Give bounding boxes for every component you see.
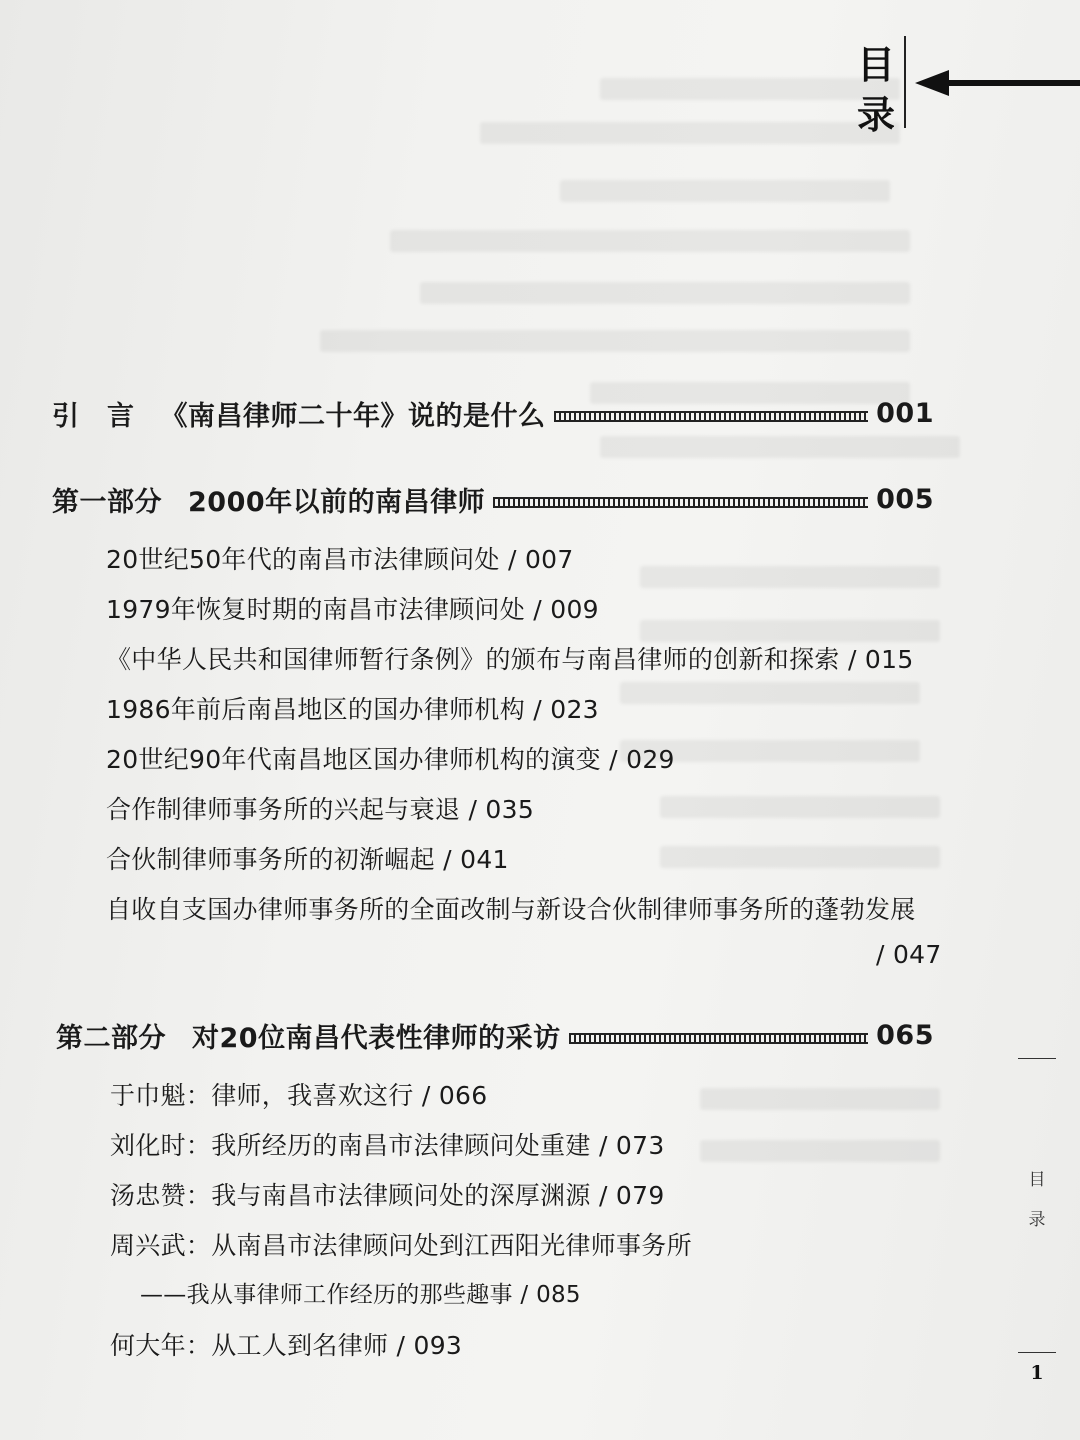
header-divider (904, 36, 906, 128)
toc-heading (852, 40, 900, 140)
toc-leader (554, 411, 869, 422)
toc-entry[interactable]: 何大年：从工人到名律师 / 093 (110, 1331, 463, 1360)
margin-running-head (1024, 1160, 1050, 1240)
arrow-left-icon (915, 66, 1080, 100)
toc-entry[interactable]: 汤忠赞：我与南昌市法律顾问处的深厚渊源 / 079 (110, 1181, 665, 1210)
toc-page-number: 005 (876, 484, 934, 515)
toc-entry[interactable]: 1979年恢复时期的南昌市法律顾问处 / 009 (106, 595, 599, 624)
margin-rule-top (1018, 1058, 1056, 1059)
toc-entry[interactable]: 于巾魁：律师，我喜欢这行 / 066 (110, 1081, 488, 1110)
margin-char-2: 录 (1028, 1210, 1046, 1230)
toc-page-number: 065 (876, 1020, 934, 1051)
toc-page-number: 001 (876, 398, 934, 429)
toc-entry[interactable]: 自收自支国办律师事务所的全面改制与新设合伙制律师事务所的蓬勃发展 (106, 895, 916, 924)
margin-rule-bottom (1018, 1352, 1056, 1353)
toc-section-part2[interactable] (56, 1016, 934, 1055)
toc-section-title: 对20位南昌代表性律师的采访 (192, 1023, 561, 1054)
toc-entry-page-continuation: / 047 (876, 940, 942, 969)
toc-entry[interactable]: 刘化时：我所经历的南昌市法律顾问处重建 / 073 (110, 1131, 665, 1160)
toc-section-label: 第二部分 (56, 1023, 166, 1054)
margin-char-1: 目 (1028, 1170, 1046, 1190)
toc-leader (493, 497, 868, 508)
toc-heading-char-1: 目 (856, 42, 895, 87)
toc-section-label: 引 言 (52, 401, 135, 432)
toc-entry[interactable]: 20世纪90年代南昌地区国办律师机构的演变 / 029 (106, 745, 675, 774)
toc-section-title: 《南昌律师二十年》说的是什么 (160, 401, 546, 432)
toc-section-part1[interactable] (52, 480, 934, 519)
toc-entry[interactable]: 合作制律师事务所的兴起与衰退 / 035 (106, 795, 535, 824)
toc-section-intro[interactable] (52, 394, 934, 433)
page-number: 1 (1030, 1362, 1044, 1384)
toc-section-title: 2000年以前的南昌律师 (188, 487, 486, 518)
toc-heading-char-2: 录 (856, 92, 895, 137)
toc-entry-subtitle[interactable]: ——我从事律师工作经历的那些趣事 / 085 (140, 1282, 581, 1308)
toc-section-label: 第一部分 (52, 487, 162, 518)
toc-entry[interactable]: 周兴武：从南昌市法律顾问处到江西阳光律师事务所 (110, 1231, 692, 1260)
toc-leader (569, 1033, 869, 1044)
toc-entry[interactable]: 《中华人民共和国律师暂行条例》的颁布与南昌律师的创新和探索 / 015 (106, 645, 914, 674)
toc-entry[interactable]: 20世纪50年代的南昌市法律顾问处 / 007 (106, 545, 574, 574)
toc-entry[interactable]: 1986年前后南昌地区的国办律师机构 / 023 (106, 695, 599, 724)
toc-entry[interactable]: 合伙制律师事务所的初渐崛起 / 041 (106, 845, 509, 874)
